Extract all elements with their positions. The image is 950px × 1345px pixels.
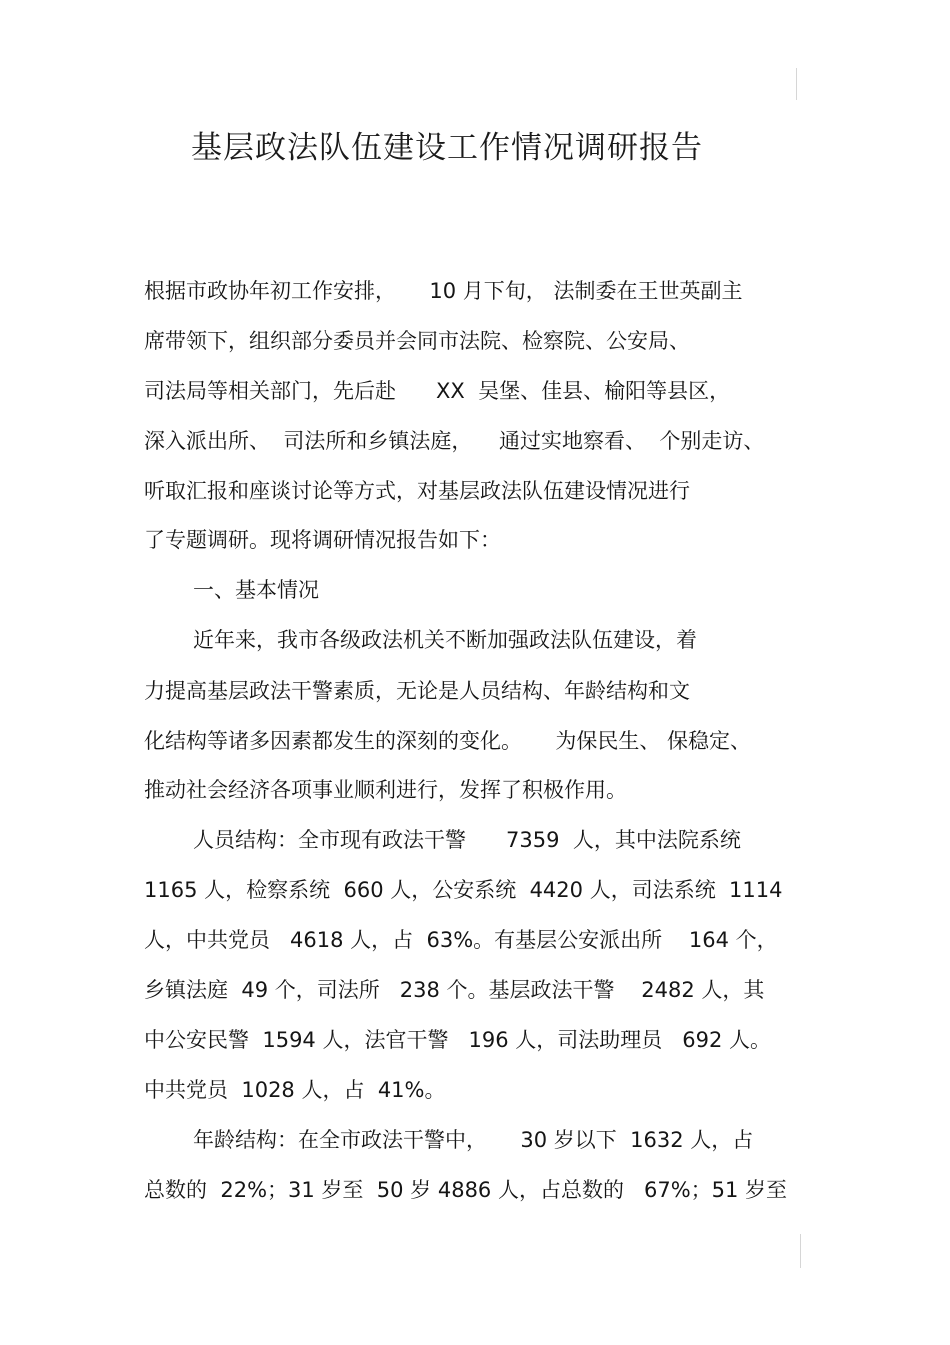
document-title: 基层政法队伍建设工作情况调研报告 — [191, 130, 703, 166]
page-corner-mark-bottom — [800, 1234, 801, 1268]
paragraph-line: 中共党员 1028 人，占 41%。 — [144, 1078, 446, 1102]
page-corner-mark-top — [796, 68, 797, 100]
paragraph-line: 化结构等诸多因素都发生的深刻的变化。 为保民生、 保稳定、 — [144, 729, 752, 753]
paragraph-line: 深入派出所、 司法所和乡镇法庭， 通过实地察看、 个别走访、 — [144, 429, 765, 453]
paragraph-line: 近年来，我市各级政法机关不断加强政法队伍建设，着 — [193, 628, 697, 652]
paragraph-line: 司法局等相关部门，先后赴 XX 吴堡、佳县、榆阳等县区， — [144, 379, 731, 403]
paragraph-line: 乡镇法庭 49 个，司法所 238 个。基层政法干警 2482 人，其 — [144, 978, 765, 1002]
paragraph-line: 根据市政协年初工作安排， 10 月下旬， 法制委在王世英副主 — [144, 279, 743, 303]
paragraph-line: 推动社会经济各项事业顺利进行，发挥了积极作用。 — [144, 778, 627, 802]
paragraph-line: 人员结构：全市现有政法干警 7359 人，其中法院系统 — [193, 828, 741, 852]
paragraph-line: 总数的 22%；31 岁至 50 岁 4886 人，占总数的 67%；51 岁至 — [144, 1178, 788, 1202]
paragraph-line: 人，中共党员 4618 人，占 63%。有基层公安派出所 164 个， — [144, 928, 778, 952]
section-heading: 一、基本情况 — [193, 578, 319, 602]
paragraph-line: 年龄结构：在全市政法干警中， 30 岁以下 1632 人，占 — [193, 1128, 754, 1152]
paragraph-line: 中公安民警 1594 人，法官干警 196 人，司法助理员 692 人。 — [144, 1028, 772, 1052]
paragraph-line: 席带领下，组织部分委员并会同市法院、检察院、公安局、 — [144, 329, 690, 353]
paragraph-line: 力提高基层政法干警素质，无论是人员结构、年龄结构和文 — [144, 679, 690, 703]
paragraph-line: 了专题调研。现将调研情况报告如下： — [144, 528, 501, 552]
paragraph-line: 听取汇报和座谈讨论等方式，对基层政法队伍建设情况进行 — [144, 479, 690, 503]
paragraph-line: 1165 人，检察系统 660 人，公安系统 4420 人，司法系统 1114 — [144, 878, 783, 902]
